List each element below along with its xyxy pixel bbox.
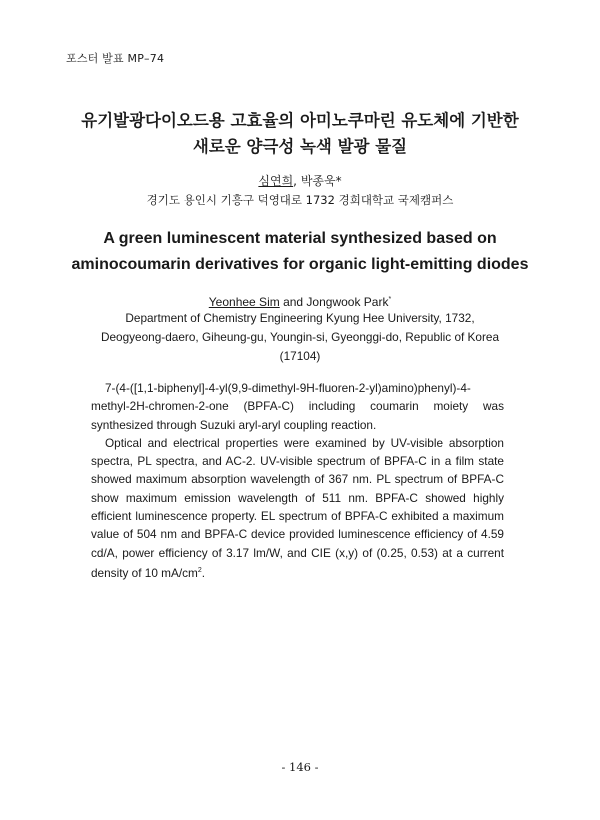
korean-authors bbox=[0, 172, 600, 190]
session-label: 포스터 발표 MP–74 bbox=[66, 52, 165, 65]
english-authors bbox=[0, 291, 600, 311]
abstract-paragraph-2-text: Optical and electrical properties were examined by UV-visible absorption spectra, PL spectra, and AC-2. UV-visible spectrum of BPFA-C in a film state showed maximum absorption wavelength of 367 nm. PL spectrum of BPFA-C show maximum emission wavelength of 511 nm. BPFA-C showed highly efficient luminescence property. EL spectrum of BPFA-C exhibited a maximum value of 504 nm and BPFA-C device provided luminescence efficiency of 4.59 cd/A, power efficiency of 3.17 lm/W, and CIE (x,y) of (0.25, 0.53) at a current density of 10 mA/cm bbox=[91, 435, 504, 580]
english-title-line-2: aminocoumarin derivatives for organic light-emitting diodes bbox=[71, 256, 529, 273]
korean-author-separator: , bbox=[293, 174, 301, 188]
english-author-presenting: Yeonhee Sim bbox=[208, 295, 280, 309]
english-author-corresponding: and Jongwook Park bbox=[279, 295, 389, 309]
english-title bbox=[0, 226, 600, 278]
english-affiliation-line-2: Deogyeong-daero, Giheung-gu, Youngin-si, Gyeonggi-do, Republic of Korea bbox=[100, 330, 500, 344]
english-title-line-1: A green luminescent material synthesized based on bbox=[103, 230, 497, 247]
unit-superscript: 2 bbox=[197, 566, 202, 574]
english-affiliation bbox=[90, 309, 510, 366]
english-affiliation-line-3: (17104) bbox=[279, 349, 321, 363]
korean-title bbox=[0, 108, 600, 160]
corresponding-author-mark: * bbox=[388, 296, 392, 303]
abstract-paragraph-2 bbox=[91, 434, 504, 582]
english-affiliation-line-1: Department of Chemistry Engineering Kyung Hee University, 1732, bbox=[125, 311, 475, 325]
page-number: - 146 - bbox=[281, 760, 319, 774]
abstract bbox=[91, 379, 504, 582]
korean-author-corresponding: 박종욱* bbox=[300, 174, 342, 188]
korean-author-presenting: 심연희 bbox=[258, 174, 294, 188]
korean-title-line-2: 새로운 양극성 녹색 발광 물질 bbox=[192, 137, 408, 156]
abstract-paragraph-2-end: . bbox=[201, 565, 206, 580]
korean-title-line-1: 유기발광다이오드용 고효율의 아미노쿠마린 유도체에 기반한 bbox=[81, 111, 519, 130]
korean-affiliation: 경기도 용인시 기흥구 덕영대로 1732 경희대학교 국제캠퍼스 bbox=[146, 193, 454, 207]
abstract-paragraph-1: 7-(4-([1,1-biphenyl]-4-yl(9,9-dimethyl-9H-fluoren-2-yl)amino)phenyl)-4-methyl-2H-chromen-2-one (BPFA-C) including coumarin moiety was synthesized through Suzuki aryl-aryl coupling reaction. bbox=[91, 381, 504, 432]
